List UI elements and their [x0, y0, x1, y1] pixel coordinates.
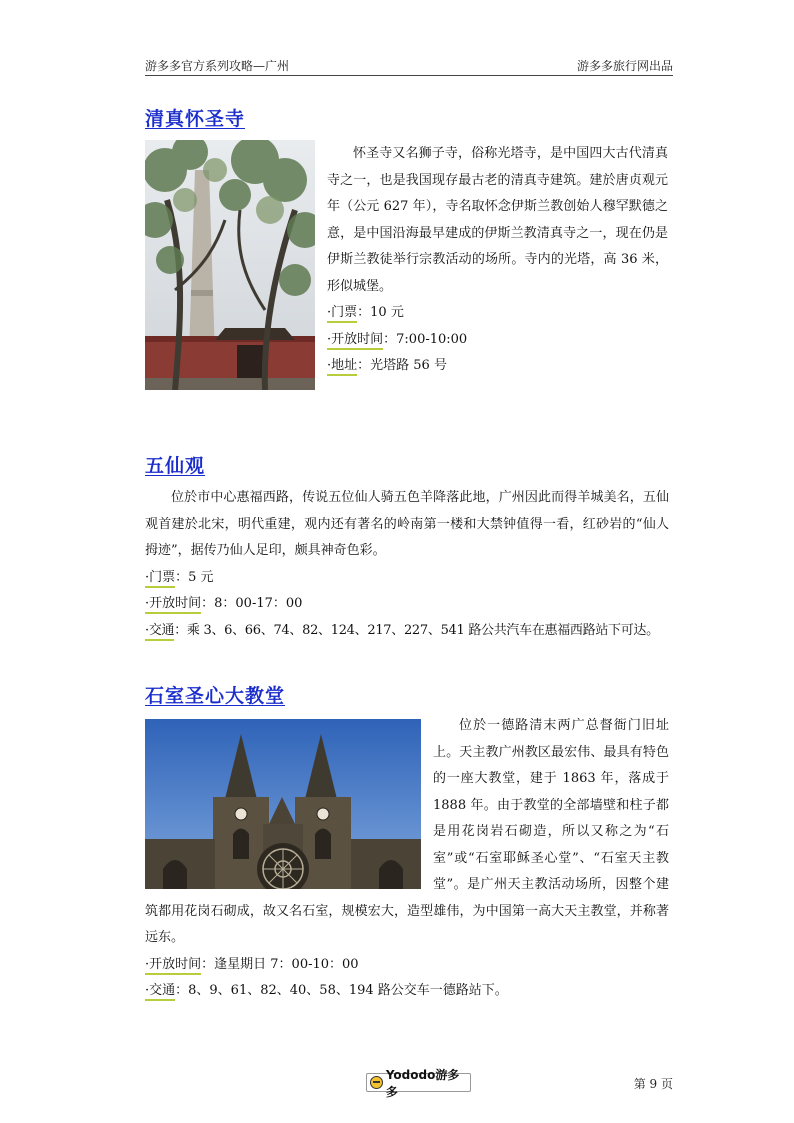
- info-label: ·开放时间: [145, 957, 201, 975]
- info-value: ：8、9、61、82、40、58、194 路公交车一德路站下。: [175, 983, 508, 998]
- yododo-logo: [366, 1067, 471, 1099]
- section-body-wuxian: [145, 485, 669, 644]
- info-transport-cathedral: [145, 978, 669, 1005]
- info-label: ·交通: [145, 983, 175, 1001]
- huaisheng-mosque-photo: [145, 140, 315, 390]
- info-value: ：光塔路 56 号: [357, 358, 447, 373]
- paragraph-wuxian: 位於市中心惠福西路，传说五位仙人骑五色羊降落此地，广州因此而得羊城美名，五仙观首建於北宋，明代重建，观内还有著名的岭南第一楼和大禁钟值得一看，红砂岩的“仙人拇迹”，据传乃仙人足印，颇具神奇色彩。: [145, 490, 669, 558]
- info-value: ：逢星期日 7：00-10：00: [201, 956, 359, 972]
- yododo-mascot-icon: [370, 1076, 383, 1089]
- info-hours-wuxian: [145, 591, 669, 618]
- info-ticket-huaisheng: [327, 300, 668, 327]
- image-float-spacer: [145, 713, 433, 885]
- info-hours-cathedral: [145, 952, 669, 979]
- info-value: ：10 元: [357, 305, 404, 320]
- info-value: ：5 元: [175, 569, 214, 585]
- info-hours-huaisheng: [327, 327, 668, 354]
- info-label: ·开放时间: [327, 332, 383, 350]
- info-label: ·交通: [145, 623, 174, 641]
- section-title-cathedral: 石室圣心大教堂: [145, 685, 286, 707]
- section-title-huaisheng: 清真怀圣寺: [145, 108, 246, 130]
- info-value: ：7:00-10:00: [383, 331, 468, 347]
- info-ticket-wuxian: [145, 565, 669, 592]
- paragraph-cathedral: 位於一德路清末两广总督衙门旧址上。天主教广州教区最宏伟、最具有特色的一座大教堂，建于 1863 年，落成于 1888 年。由于教堂的全部墙壁和柱子都是用花岗岩石砌造，所以又称之为“石室”或“石室耶稣圣心堂”、“石室天主教堂”。是广州天主教活动场所，因整个建筑都用花岗石砌成，故又名石室，规模宏大，造型雄伟，为中国第一高大天主教堂，并称著远东。: [145, 718, 669, 945]
- info-transport-wuxian: [145, 618, 669, 645]
- info-label: ·门票: [145, 570, 175, 588]
- page-number: 第 9 页: [633, 1077, 673, 1091]
- section-title-wuxian: 五仙观: [145, 455, 206, 477]
- info-label: ·开放时间: [145, 596, 201, 614]
- section-body-cathedral: [145, 713, 669, 1005]
- page-header: [145, 55, 673, 76]
- section-body-huaisheng: [327, 141, 668, 380]
- header-right-credit: 游多多旅行网出品: [576, 59, 673, 73]
- header-left-title: 游多多官方系列攻略—广州: [145, 59, 290, 73]
- info-address-huaisheng: [327, 353, 668, 380]
- info-value: ：乘 3、6、66、74、82、124、217、227、541 路公共汽车在惠福西路站下可达。: [174, 622, 659, 638]
- info-value: ：8：00-17：00: [201, 596, 303, 611]
- info-label: ·门票: [327, 305, 357, 323]
- info-label: ·地址: [327, 358, 357, 376]
- logo-text: Yododo游多多: [385, 1067, 460, 1099]
- paragraph-huaisheng: 怀圣寺又名狮子寺，俗称光塔寺，是中国四大古代清真寺之一，也是我国现存最古老的清真寺建筑。建於唐贞观元年（公元 627 年），寺名取怀念伊斯兰教创始人穆罕默德之意，是中国沿海最早建成的伊斯兰教清真寺之一，现在仍是伊斯兰教徒举行宗教活动的场所。寺内的光塔，高 36 米，形似城堡。: [327, 146, 668, 294]
